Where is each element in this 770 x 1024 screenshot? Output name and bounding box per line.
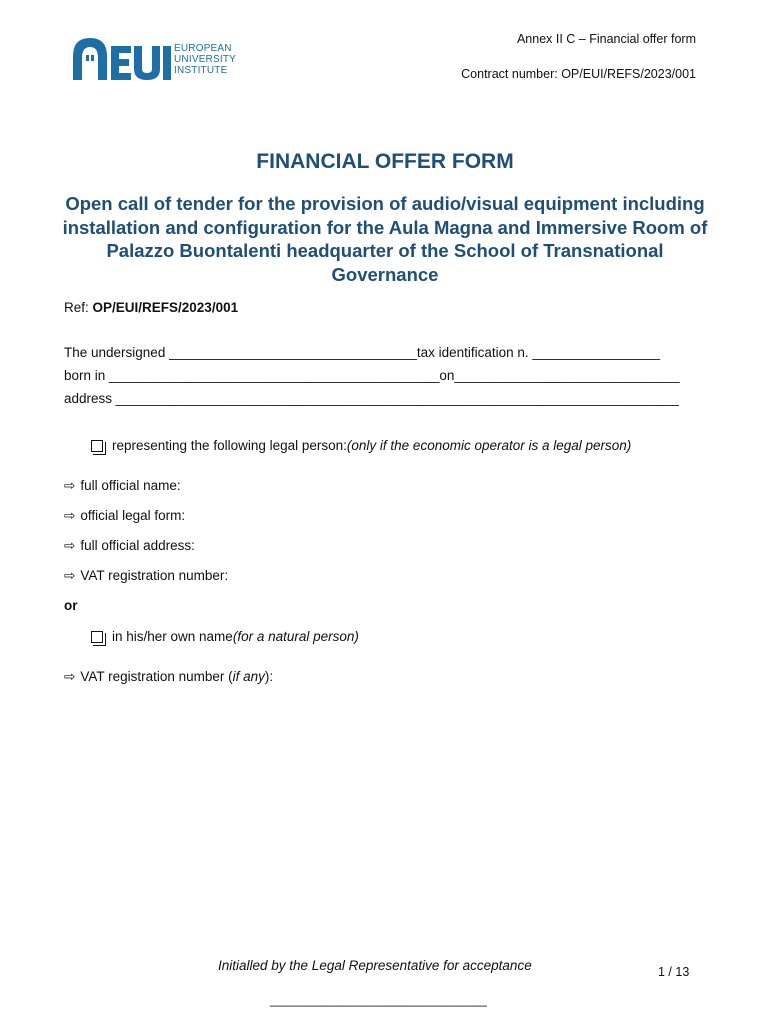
contract-number: Contract number: OP/EUI/REFS/2023/001 — [461, 67, 696, 81]
item-full-official-name — [64, 478, 181, 494]
logo-text — [174, 43, 236, 76]
vat-natural-note: if any — [232, 669, 265, 684]
item-label: full official address: — [80, 538, 195, 553]
natural-person-option[interactable] — [91, 629, 359, 644]
item-full-official-address — [64, 538, 195, 554]
item-label: full official name: — [80, 478, 181, 493]
initial-signature-line[interactable]: ______________________________ — [270, 992, 487, 1007]
vat-natural-suffix: ): — [264, 669, 274, 684]
address-field[interactable]: address ___________________________________________________________________________ — [64, 391, 679, 406]
page-number: 1 / 13 — [658, 965, 690, 979]
item-label: official legal form: — [80, 508, 186, 523]
born-field[interactable]: born in ____________________________________________on______________________________ — [64, 368, 680, 383]
initial-note: Initialled by the Legal Representative for acceptance — [218, 958, 532, 973]
eui-logo-mark — [73, 38, 173, 82]
natural-person-note: (for a natural person) — [232, 629, 359, 644]
logo-line-2: UNIVERSITY — [174, 54, 237, 65]
legal-person-option[interactable] — [91, 438, 631, 453]
item-vat-registration — [64, 568, 228, 584]
vat-natural-label: VAT registration number ( — [80, 669, 233, 684]
reference-label: Ref: — [64, 300, 93, 315]
natural-person-label: in his/her own name — [112, 629, 233, 644]
page-subtitle: Open call of tender for the provision of audio/visual equipment including installation and configuration for the Aula Magna and Immersive Room of Palazzo Buontalenti headquarter of the School of Transnational Governance — [62, 193, 708, 285]
reference-value: OP/EUI/REFS/2023/001 — [92, 300, 239, 315]
undersigned-field[interactable]: The undersigned _________________________________tax identification n. _________________ — [64, 345, 661, 360]
logo-line-3: INSTITUTE — [174, 65, 228, 76]
arrow-right-icon: ⇨ — [64, 478, 76, 493]
arrow-right-icon: ⇨ — [64, 669, 76, 684]
legal-person-note: (only if the economic operator is a legal person) — [346, 438, 632, 453]
logo-line-1: EUROPEAN — [174, 43, 232, 54]
item-label: VAT registration number: — [80, 568, 229, 583]
or-label: or — [64, 598, 78, 613]
eui-logo — [73, 38, 243, 82]
natural-person-checkbox[interactable] — [91, 631, 103, 643]
arrow-right-icon: ⇨ — [64, 508, 76, 523]
annex-label: Annex II C – Financial offer form — [516, 32, 696, 46]
arrow-right-icon: ⇨ — [64, 538, 76, 553]
item-official-legal-form — [64, 508, 185, 524]
legal-person-checkbox[interactable] — [91, 440, 103, 452]
legal-person-label: representing the following legal person: — [112, 438, 347, 453]
arrow-right-icon: ⇨ — [64, 568, 76, 583]
reference — [64, 300, 238, 315]
page-title: FINANCIAL OFFER FORM — [256, 150, 514, 173]
item-vat-natural — [64, 669, 273, 685]
